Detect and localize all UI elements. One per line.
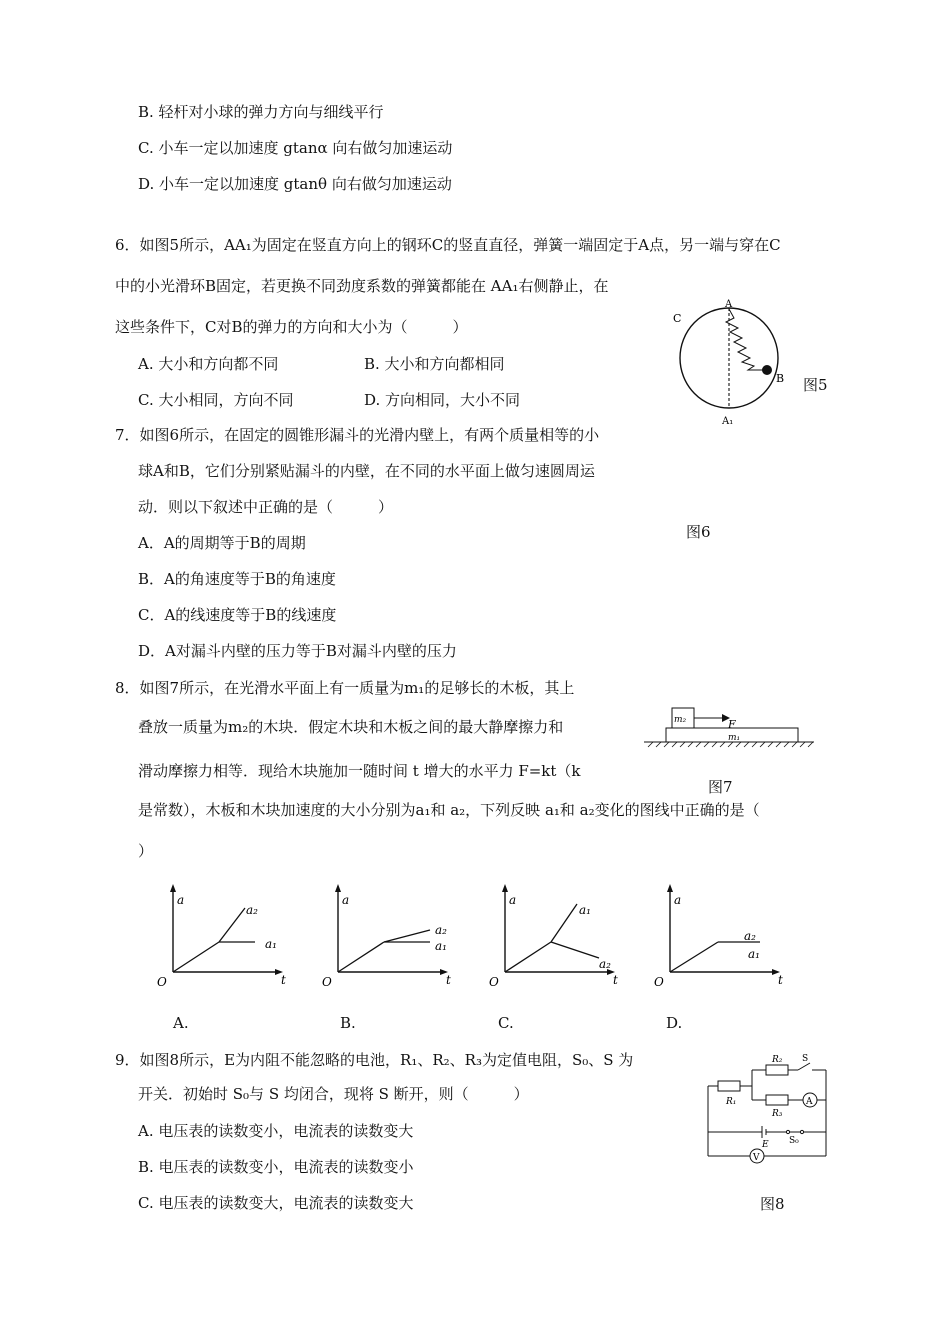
svg-text:t: t (281, 973, 286, 987)
label-a1: A₁ (722, 416, 734, 427)
svg-text:a₂: a₂ (435, 923, 447, 937)
label-c: C (673, 312, 682, 325)
label-m1: m₁ (728, 733, 741, 743)
svg-text:a₂: a₂ (246, 903, 258, 917)
figure-5-label: 图5 (803, 376, 828, 394)
graph-b-option-label: B. (340, 1014, 356, 1032)
q9-option-c: C. 电压表的读数变大，电流表的读数变大 (138, 1194, 414, 1212)
svg-text:a₁: a₁ (265, 937, 277, 951)
svg-text:A: A (806, 1097, 813, 1107)
graph-a-option-label: A. (173, 1014, 189, 1032)
q6-stem-line3: 这些条件下，C对B的弹力的方向和大小为（ ） (115, 318, 468, 336)
svg-text:a₂: a₂ (599, 957, 611, 971)
svg-text:O: O (489, 975, 499, 989)
q7-option-a: A．A的周期等于B的周期 (138, 534, 306, 552)
q8-stem-line5: ） (138, 842, 154, 860)
svg-text:a: a (342, 893, 350, 907)
figure-5-ring-spring (668, 299, 798, 427)
svg-text:a: a (674, 893, 682, 907)
svg-text:R₂: R₂ (772, 1055, 783, 1065)
svg-text:S: S (802, 1054, 809, 1064)
resistor-r2 (766, 1065, 788, 1075)
q7-stem-line2: 球A和B，它们分别紧贴漏斗的内壁，在不同的水平面上做匀速圆周运 (138, 462, 595, 480)
figure-6-label: 图6 (686, 523, 711, 541)
graph-c-option-label: C. (498, 1014, 514, 1032)
q6-stem-line1: 6．如图5所示，AA₁为固定在竖直方向上的钢环C的竖直直径，弹簧一端固定于A点，另一端与穿在C (115, 236, 781, 254)
q6-stem-line2: 中的小光滑环B固定，若更换不同劲度系数的弹簧都能在 AA₁右侧静止，在 (115, 277, 609, 295)
q7-option-b: B．A的角速度等于B的角速度 (138, 570, 336, 588)
q9-option-b: B. 电压表的读数变小，电流表的读数变小 (138, 1158, 414, 1176)
svg-text:a: a (177, 893, 185, 907)
svg-text:a: a (509, 893, 517, 907)
q6-option-d: D. 方向相同，大小不同 (364, 391, 521, 409)
graph-option-d (652, 884, 792, 994)
small-ring-b (762, 365, 772, 375)
q7-option-d: D．A对漏斗内壁的压力等于B对漏斗内壁的压力 (138, 642, 457, 660)
q7-option-c: C．A的线速度等于B的线速度 (138, 606, 337, 624)
graph-option-c (487, 884, 627, 994)
svg-text:O: O (322, 975, 332, 989)
label-f: F (728, 718, 736, 731)
q7-stem-line3: 动．则以下叙述中正确的是（ ） (138, 498, 394, 516)
svg-text:a₁: a₁ (748, 947, 760, 961)
q6-option-a: A. 大小和方向都不同 (138, 355, 279, 373)
label-b: B (776, 372, 785, 385)
svg-text:a₁: a₁ (435, 939, 447, 953)
svg-text:O: O (654, 975, 664, 989)
figure-7-block-board (642, 706, 817, 748)
svg-text:O: O (157, 975, 167, 989)
figure-7-label: 图7 (708, 778, 733, 796)
svg-text:V: V (753, 1153, 760, 1163)
svg-text:R₁: R₁ (726, 1097, 737, 1107)
graph-option-b (320, 884, 460, 994)
q5-option-b: B. 轻杆对小球的弹力方向与细线平行 (138, 103, 384, 121)
svg-text:R₃: R₃ (772, 1109, 783, 1119)
q8-stem-line3: 滑动摩擦力相等．现给木块施加一随时间 t 增大的水平力 F=kt（k (138, 762, 581, 780)
q9-option-a: A. 电压表的读数变小，电流表的读数变大 (138, 1122, 414, 1140)
label-m2: m₂ (674, 715, 687, 725)
graph-d-option-label: D. (666, 1014, 683, 1032)
svg-text:t: t (778, 973, 783, 987)
q8-stem-line4: 是常数），木板和木块加速度的大小分别为a₁和 a₂，下列反映 a₁和 a₂变化的图线中正确的是（ (138, 801, 760, 819)
q8-stem-line1: 8．如图7所示，在光滑水平面上有一质量为m₁的足够长的木板，其上 (115, 679, 575, 697)
q7-stem-line1: 7．如图6所示，在固定的圆锥形漏斗的光滑内壁上，有两个质量相等的小 (115, 426, 600, 444)
q6-option-c: C. 大小相同，方向不同 (138, 391, 294, 409)
q6-option-b: B. 大小和方向都相同 (364, 355, 505, 373)
svg-text:t: t (446, 973, 451, 987)
q9-stem-line1: 9．如图8所示，E为内阻不能忽略的电池，R₁、R₂、R₃为定值电阻，S₀、S 为 (115, 1051, 634, 1069)
figure-8-label: 图8 (760, 1195, 785, 1213)
svg-text:a₂: a₂ (744, 929, 756, 943)
q8-stem-line2: 叠放一质量为m₂的木块．假定木块和木板之间的最大静摩擦力和 (138, 718, 564, 736)
resistor-r3 (766, 1095, 788, 1105)
q5-option-d: D. 小车一定以加速度 gtanθ 向右做匀加速运动 (138, 175, 452, 193)
svg-text:S₀: S₀ (789, 1136, 799, 1146)
figure-8-circuit (702, 1052, 837, 1164)
q9-stem-line2: 开关．初始时 S₀与 S 均闭合，现将 S 断开，则（ ） (138, 1085, 529, 1103)
svg-text:t: t (613, 973, 618, 987)
q5-option-c: C. 小车一定以加速度 gtanα 向右做匀加速运动 (138, 139, 453, 157)
svg-text:E: E (762, 1140, 769, 1150)
svg-text:a₁: a₁ (579, 903, 591, 917)
switch-s (798, 1063, 810, 1070)
resistor-r1 (718, 1081, 740, 1091)
label-a: A (725, 299, 733, 310)
graph-option-a (155, 884, 295, 994)
